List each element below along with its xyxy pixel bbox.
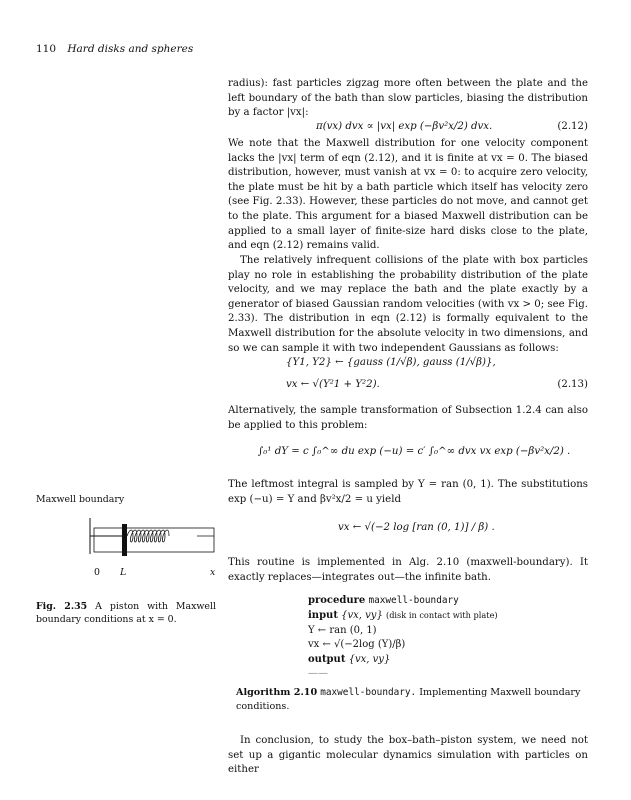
equation-2-13-line-2: vx ← √(Υ²1 + Υ²2). (286, 379, 380, 390)
equation-integral: ∫₀¹ dΥ = c ∫₀^∞ du exp (−u) = c′ ∫₀^∞ dvx vx exp (−βv²x/2) . (258, 446, 571, 457)
algo-line-5: output {vx, vy} (308, 653, 391, 665)
spring (127, 530, 169, 542)
axis-label-L: L (120, 567, 127, 578)
paragraph-4: Alternatively, the sample transformation of Subsection 1.2.4 can also be applied to this problem: (228, 405, 588, 431)
algorithm-caption: Algorithm 2.10 maxwell-boundary. Implementing Maxwell boundary conditions. (236, 687, 581, 712)
paragraph-1: radius): fast particles zigzag more often between the plate and the left boundary of the bath than slow particles, biasing the distribution by a factor |vx|: (228, 78, 588, 119)
paragraph-6: This routine is implemented in Alg. 2.10 (maxwell-boundary). It exactly replaces—integrates out—the infinite bath. (228, 557, 588, 583)
equation-2-13-line-1: {Υ1, Υ2} ← {gauss (1/√β), gauss (1/√β)}, (286, 357, 496, 368)
figure-caption (36, 601, 216, 626)
page-number: 110 (36, 43, 57, 55)
figure-caption-label: Fig. 2.35 (36, 601, 88, 612)
figure-label: Maxwell boundary (36, 494, 125, 505)
equation-number-2-13: (2.13) (557, 379, 588, 390)
algo-line-2: input {vx, vy} (disk in contact with plate) (308, 610, 498, 622)
algo-line-1: procedure maxwell-boundary (308, 595, 459, 606)
paragraph-5: The leftmost integral is sampled by Υ = ran (0, 1). The substitutions exp (−u) = Υ and βv²x/2 = u yield (228, 479, 588, 505)
algo-line-3: Υ ← ran (0, 1) (308, 624, 377, 636)
equation-number-2-12: (2.12) (557, 121, 588, 132)
piston-figure (84, 512, 220, 562)
box-outline (94, 528, 214, 552)
equation-2-12: π(vx) dvx ∝ |vx| exp (−βv²x/2) dvx. (316, 121, 493, 132)
equation-vx-sample: vx ← √(−2 log [ran (0, 1)] / β) . (338, 522, 495, 533)
paragraph-7: In conclusion, to study the box–bath–piston system, we need not set up a gigantic molecular dynamics simulation with particles on either (228, 735, 588, 776)
axis-label-x: x (210, 567, 216, 578)
running-header (36, 43, 193, 55)
algo-line-4: vx ← √(−2log (Υ)/β) (308, 639, 406, 651)
paragraph-3: The relatively infrequent collisions of the plate with box particles play no role in establishing the probability distribution of the plate velocity, and we may replace the bath and the plate exactly by a generator of biased Gaussian random velocities (with vx > 0; see Fig. 2.33). The distribution in eqn (2.12) is formally equivalent to the Maxwell distribution for the absolute velocity in two dimensions, and so we can sample it with two independent Gaussians as follows: (228, 255, 588, 354)
figure-caption-text: A piston with Maxwell boundary conditions at x = 0. (36, 601, 216, 625)
piston-plate (122, 524, 127, 556)
axis-label-zero: 0 (94, 567, 100, 578)
running-title: Hard disks and spheres (67, 43, 194, 55)
paragraph-2: We note that the Maxwell distribution for one velocity component lacks the |vx| term of eqn (2.12), and it is finite at vx = 0. The biased distribution, however, must vanish at vx = 0: to acquire zero velocity, the plate must be hit by a bath particle which itself has velocity zero (see Fig. 2.33). However, these particles do not move, and cannot get to the plate. This argument for a biased Maxwell distribution can be applied to a small layer of finite-size hard disks close to the plate, and eqn (2.12) remains valid. (228, 138, 588, 252)
algo-line-6: —— (308, 668, 328, 680)
algorithm-2-10 (308, 594, 498, 681)
